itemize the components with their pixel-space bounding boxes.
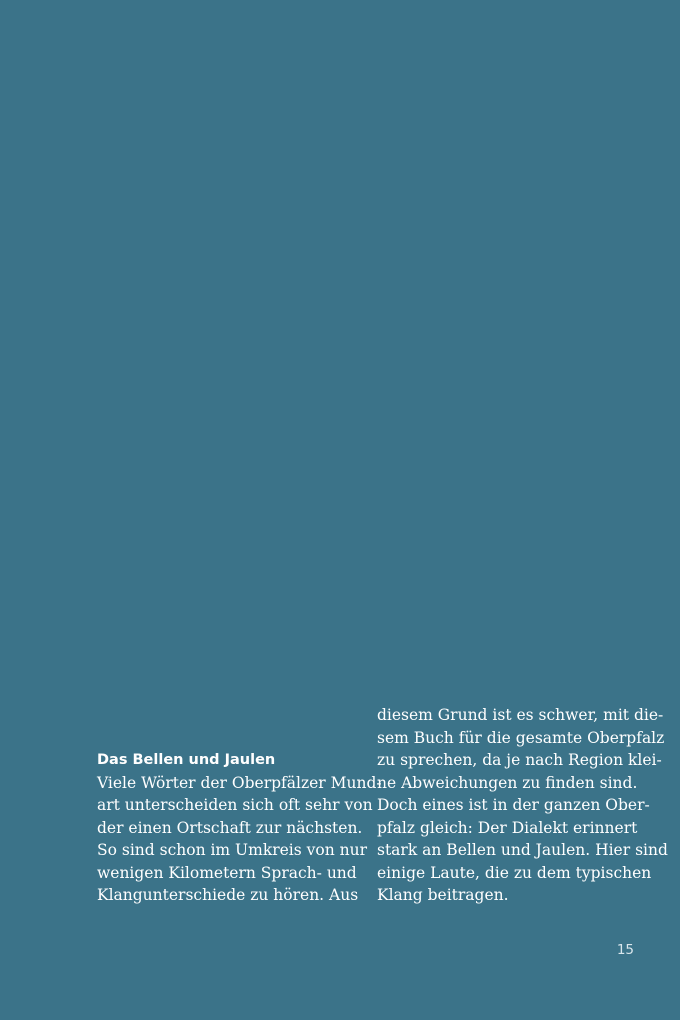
body-line: ne Abweichungen zu finden sind. — [377, 773, 638, 792]
body-line: sem Buch für die gesamte Oberpfalz — [377, 728, 665, 747]
body-line: So sind schon im Umkreis von nur — [97, 841, 368, 859]
body-line: stark an Bellen und Jaulen. Hier sind — [377, 841, 668, 859]
section-heading: Das Bellen und Jaulen — [97, 752, 276, 768]
body-line: art unterscheiden sich oft sehr von — [97, 796, 373, 814]
body-line: Klangunterschiede zu hören. Aus — [97, 886, 359, 904]
body-line: pfalz gleich: Der Dialekt erinnert — [377, 818, 638, 837]
body-line: einige Laute, die zu dem typischen — [377, 863, 652, 882]
page-number: 15 — [616, 942, 634, 958]
body-line: Klang beitragen. — [377, 886, 509, 904]
body-line: der einen Ortschaft zur nächsten. — [97, 818, 363, 837]
body-line: wenigen Kilometern Sprach- und — [97, 863, 357, 882]
right-text-column — [377, 704, 668, 907]
left-text-column — [97, 749, 382, 907]
body-line: Viele Wörter der Oberpfälzer Mund- — [97, 773, 382, 792]
body-line: diesem Grund ist es schwer, mit die- — [377, 706, 664, 724]
body-line: Doch eines ist in der ganzen Ober- — [377, 796, 650, 814]
body-line: zu sprechen, da je nach Region klei- — [377, 751, 662, 769]
